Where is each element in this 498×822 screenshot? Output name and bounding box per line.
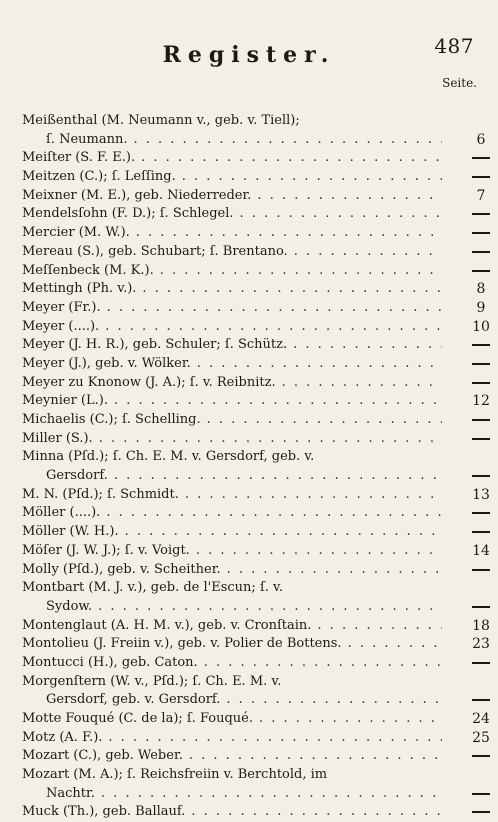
register-entry-line: [22, 598, 442, 617]
register-entry-line: [22, 392, 442, 411]
register-entry-line: [22, 710, 442, 729]
ditto-dash: [472, 251, 490, 253]
register-entry-page: [466, 374, 496, 393]
register-entry-text: Mozart (M. A.); ſ. Reichsfreiin v. Berchtold, im: [22, 767, 328, 783]
register-entry-text: Meyer zu Knonow (J. A.); ſ. v. Reibnitz.: [22, 374, 276, 390]
ditto-dash: [472, 811, 490, 813]
register-entry-page: [466, 411, 496, 430]
register-entry-text: Montolieu (J. Freiin v.), geb. v. Polier de Bottens.: [22, 636, 342, 652]
register-entry-text: Möller (W. H.).: [22, 524, 119, 540]
register-entry-text: Meyer (J.), geb. v. Wölker.: [22, 355, 191, 371]
register-entry-text: Gersdorf, geb. v. Gersdorf.: [46, 692, 221, 708]
register-entry-line: [22, 224, 442, 243]
register-entry-text: Motte Fouqué (C. de la); ſ. Fouqué.: [22, 711, 254, 726]
register-entry-page: [466, 224, 496, 243]
ditto-dash: [472, 438, 490, 440]
register-entry-line: [22, 131, 442, 150]
register-entry-text: Montenglaut (A. H. M. v.), geb. v. Cronſtain.: [22, 617, 312, 633]
register-entry: [22, 430, 442, 449]
register-entry-page: [466, 803, 496, 822]
register-entry-line: [22, 691, 442, 710]
register-entry-line: [22, 542, 442, 561]
register-entry-text: Möſer (J. W. J.); ſ. v. Voigt.: [22, 542, 190, 558]
register-entry-line: [22, 803, 442, 822]
ditto-dash: [472, 157, 490, 159]
register-entry: [22, 673, 442, 710]
ditto-dash: [472, 176, 490, 178]
register-entry-page: 12: [472, 393, 490, 410]
ditto-dash: [472, 662, 490, 664]
leader-dots: [98, 598, 442, 617]
register-entry-page: 24: [472, 711, 490, 727]
ditto-dash: [472, 606, 490, 608]
register-entry-text: Mendelsſohn (F. D.); ſ. Schlegel.: [22, 206, 234, 222]
register-entry: [22, 729, 490, 748]
register-entry-line: [22, 243, 442, 262]
register-entry-page: [466, 654, 496, 673]
register-entry: [22, 280, 486, 299]
register-list: [0, 112, 498, 822]
register-entry-page: [466, 262, 496, 281]
register-entry-line: [22, 318, 442, 337]
leader-dots: [257, 187, 442, 206]
register-entry-text: Meixner (M. E.), geb. Niederreder.: [22, 187, 252, 203]
register-entry: [22, 392, 490, 411]
register-entry-page: 6: [476, 131, 486, 148]
register-entry-page: 8: [476, 281, 486, 298]
register-entry: [22, 654, 442, 673]
register-entry-page: 9: [476, 299, 486, 316]
leader-dots: [114, 392, 442, 411]
ditto-dash: [472, 270, 490, 272]
register-entry: [22, 224, 442, 243]
register-entry: [22, 448, 442, 485]
register-entry-page: [466, 747, 496, 766]
register-entry-text: Muck (Th.), geb. Ballauf.: [22, 804, 186, 820]
leader-dots: [114, 467, 442, 486]
register-entry: [22, 318, 490, 337]
register-entry-text: Michaelis (C.); ſ. Schelling.: [22, 412, 201, 427]
register-entry-page: [466, 523, 496, 542]
leader-dots: [105, 318, 442, 337]
register-entry-page: [466, 355, 496, 374]
register-entry-text: Meynier (L.).: [22, 393, 108, 409]
register-entry-line: [22, 579, 442, 598]
register-entry-page: [466, 691, 496, 710]
register-entry: [22, 803, 442, 822]
register-entry-text: Minna (Pſd.); ſ. Ch. E. M. v. Gersdorf, geb. v.: [22, 449, 315, 465]
register-entry-text: Mereau (S.), geb. Schubart; ſ. Brentano.: [22, 243, 288, 259]
register-entry-text: Möller (....).: [22, 505, 101, 521]
register-entry-line: [22, 187, 442, 206]
register-entry-line: [22, 112, 442, 131]
register-entry-page: 13: [472, 486, 490, 503]
leader-dots: [293, 336, 442, 355]
register-entry-text: Meyer (Fr.).: [22, 299, 101, 315]
leader-dots: [189, 747, 442, 766]
page-title: Register.: [162, 42, 336, 68]
register-entry-line: [22, 430, 442, 449]
ditto-dash: [472, 419, 490, 421]
ditto-dash: [472, 793, 490, 795]
leader-dots: [185, 486, 442, 505]
leader-dots: [125, 523, 442, 542]
leader-dots: [136, 224, 442, 243]
register-entry-text: Molly (Pſd.), geb. v. Scheither.: [22, 561, 221, 577]
leader-dots: [226, 691, 442, 710]
leader-dots: [294, 243, 442, 262]
register-entry-line: [22, 205, 442, 224]
register-entry-line: [22, 448, 442, 467]
register-entry-text: Mercier (M. W.).: [22, 225, 130, 241]
register-entry: [22, 542, 490, 561]
register-entry-text: Meſſenbeck (M. K.).: [22, 262, 154, 278]
register-entry-line: [22, 336, 442, 355]
register-entry: [22, 355, 442, 374]
register-entry-page: [466, 598, 496, 617]
register-entry-text: Meyer (J. H. R.), geb. Schuler; ſ. Schütz.: [22, 337, 288, 353]
register-entry-page: 7: [476, 187, 486, 204]
register-entry-page: 14: [472, 542, 490, 559]
register-entry-line: [22, 280, 442, 299]
register-entry-line: [22, 467, 442, 486]
register-entry-page: [466, 561, 496, 580]
leader-dots: [191, 803, 442, 822]
leader-dots: [197, 355, 442, 374]
register-entry: [22, 205, 442, 224]
ditto-dash: [472, 344, 490, 346]
leader-dots: [182, 168, 442, 187]
register-entry-line: [22, 635, 442, 654]
leader-dots: [141, 149, 442, 168]
register-entry-line: [22, 168, 442, 187]
register-entry-line: [22, 617, 442, 636]
leader-dots: [107, 299, 442, 318]
register-entry-text: Gersdorf.: [46, 468, 108, 484]
leader-dots: [240, 205, 442, 224]
register-entry: [22, 710, 490, 729]
register-entry-page: [466, 243, 496, 262]
register-entry: [22, 747, 442, 766]
register-entry-page: [466, 785, 496, 804]
leader-dots: [259, 710, 442, 729]
ditto-dash: [472, 363, 490, 365]
register-entry-text: Meißenthal (M. Neumann v., geb. v. Tiell);: [22, 113, 300, 128]
register-entry: [22, 635, 490, 654]
ditto-dash: [472, 382, 490, 384]
register-entry-line: [22, 729, 442, 748]
register-entry: [22, 766, 442, 803]
register-entry-line: [22, 486, 442, 505]
register-entry-text: Morgenſtern (W. v., Pſd.); ſ. Ch. E. M. v.: [22, 673, 282, 689]
ditto-dash: [472, 475, 490, 477]
register-entry-line: [22, 523, 442, 542]
register-entry-page: [466, 149, 496, 168]
register-entry-text: Montucci (H.), geb. Caton.: [22, 654, 198, 670]
leader-dots: [101, 785, 442, 804]
register-entry: [22, 112, 486, 149]
register-entry-page: [466, 205, 496, 224]
leader-dots: [317, 617, 442, 636]
register-entry: [22, 374, 442, 393]
ditto-dash: [472, 699, 490, 701]
register-entry-page: [466, 430, 496, 449]
register-entry-line: [22, 411, 442, 430]
register-entry: [22, 411, 442, 430]
leader-dots: [204, 654, 442, 673]
register-entry-line: [22, 504, 442, 523]
register-entry-line: [22, 374, 442, 393]
leader-dots: [348, 635, 442, 654]
register-entry: [22, 579, 442, 616]
register-entry-text: ſ. Neumann.: [46, 131, 128, 147]
register-entry-line: [22, 654, 442, 673]
register-entry: [22, 336, 442, 355]
register-entry-page: 10: [472, 318, 490, 335]
register-entry-text: Meitzen (C.); ſ. Leſſing.: [22, 169, 176, 185]
register-entry-text: Mozart (C.), geb. Weber.: [22, 748, 183, 764]
register-entry-text: M. N. (Pſd.); ſ. Schmidt.: [22, 486, 179, 502]
register-entry-text: Motz (A. F.).: [22, 729, 103, 745]
register-entry-page: 23: [472, 636, 490, 653]
register-entry-line: [22, 149, 442, 168]
register-entry: [22, 504, 442, 523]
register-entry: [22, 187, 486, 206]
leader-dots: [106, 504, 442, 523]
page-column-label: Seite.: [442, 76, 477, 90]
register-entry: [22, 262, 442, 281]
register-entry-text: Sydow.: [46, 598, 93, 614]
ditto-dash: [472, 512, 490, 514]
ditto-dash: [472, 232, 490, 234]
ditto-dash: [472, 213, 490, 215]
register-entry-page: [466, 168, 496, 187]
register-entry: [22, 243, 442, 262]
leader-dots: [133, 131, 442, 150]
register-entry: [22, 617, 490, 636]
register-entry-text: Mettingh (Ph. v.).: [22, 281, 137, 297]
register-entry-line: [22, 785, 442, 804]
register-entry: [22, 486, 490, 505]
register-entry-line: [22, 747, 442, 766]
register-entry-page: [466, 336, 496, 355]
ditto-dash: [472, 531, 490, 533]
register-entry: [22, 523, 442, 542]
leader-dots: [282, 374, 442, 393]
page-number: 487: [434, 34, 474, 58]
register-entry-text: Meyer (....).: [22, 318, 100, 334]
register-entry: [22, 299, 486, 318]
leader-dots: [207, 411, 442, 430]
register-entry: [22, 561, 442, 580]
register-entry-line: [22, 299, 442, 318]
register-entry-line: [22, 355, 442, 374]
register-entry-line: [22, 673, 442, 692]
register-entry-text: Montbart (M. J. v.), geb. de l'Escun; ſ. v.: [22, 580, 283, 596]
register-entry-page: 18: [472, 617, 490, 634]
register-entry: [22, 149, 442, 168]
register-entry-text: Miller (S.).: [22, 430, 93, 446]
leader-dots: [108, 729, 442, 748]
register-entry-line: [22, 561, 442, 580]
register-entry-page: 25: [472, 729, 490, 746]
register-entry-text: Nachtr.: [46, 785, 95, 801]
register-entry-page: [466, 504, 496, 523]
register-entry-page: [466, 467, 496, 486]
leader-dots: [99, 430, 442, 449]
leader-dots: [160, 262, 442, 281]
register-entry-text: Meiſter (S. F. E.).: [22, 150, 136, 166]
leader-dots: [142, 280, 442, 299]
register-entry-line: [22, 766, 442, 785]
leader-dots: [227, 561, 442, 580]
ditto-dash: [472, 755, 490, 757]
ditto-dash: [472, 569, 490, 571]
register-entry-line: [22, 262, 442, 281]
leader-dots: [196, 542, 442, 561]
register-entry: [22, 168, 442, 187]
